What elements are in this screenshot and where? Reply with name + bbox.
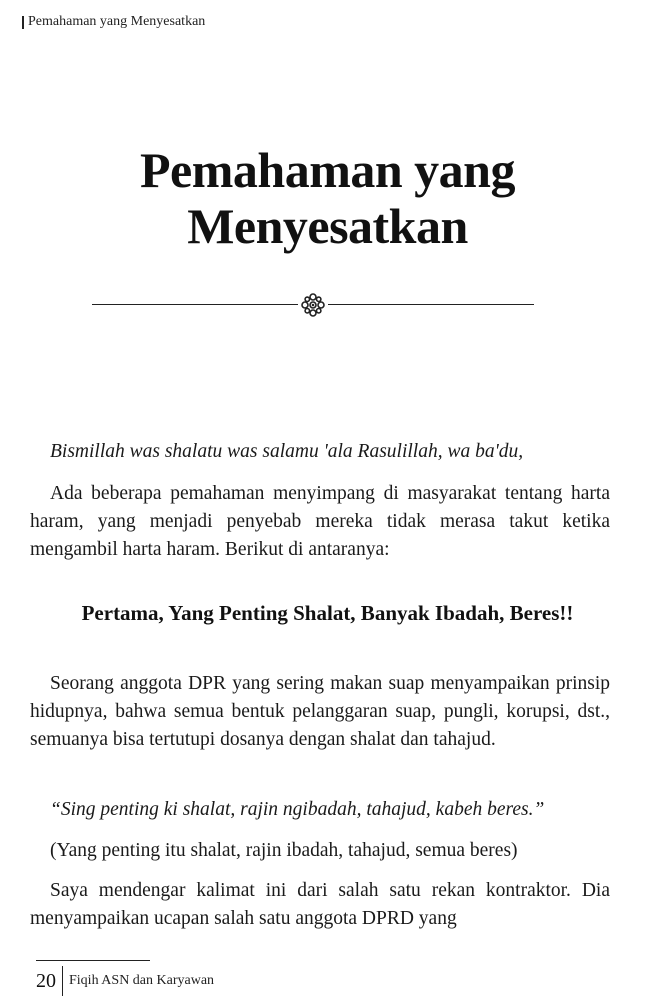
chapter-title-line2: Menyesatkan bbox=[187, 198, 468, 254]
page-number: 20 bbox=[36, 969, 56, 992]
header-bar bbox=[22, 16, 24, 29]
paragraph-one: Seorang anggota DPR yang sering makan suap menyampaikan prinsip hidupnya, bahwa semua bentuk pelanggaran suap, pungli, korupsi, dst., semuanya bisa tertutupi dosanya dengan shalat dan tahajud. bbox=[30, 673, 610, 750]
quote-block bbox=[30, 796, 610, 824]
footer-rule bbox=[36, 960, 150, 961]
chapter-title-line1: Pemahaman yang bbox=[140, 142, 515, 198]
floral-divider-icon bbox=[299, 292, 327, 318]
intro-block bbox=[30, 480, 610, 564]
page-footer bbox=[36, 966, 214, 996]
quote-line: “Sing penting ki shalat, rajin ngibadah, tahajud, kabeh beres.” bbox=[50, 799, 545, 820]
divider-line-right bbox=[328, 304, 534, 305]
translation-block bbox=[30, 837, 610, 865]
translation-line: (Yang penting itu shalat, rajin ibadah, tahajud, semua beres) bbox=[50, 840, 518, 861]
running-header-text: Pemahaman yang Menyesatkan bbox=[28, 14, 206, 29]
opening-block bbox=[30, 438, 610, 466]
chapter-title bbox=[0, 142, 655, 254]
paragraph-two: Saya mendengar kalimat ini dari salah satu rekan kontraktor. Dia menyampaikan ucapan salah satu anggota DPRD yang bbox=[30, 880, 610, 929]
section-heading: Pertama, Yang Penting Shalat, Banyak Ibadah, Beres!! bbox=[81, 601, 574, 625]
title-divider bbox=[92, 292, 534, 318]
intro-paragraph: Ada beberapa pemahaman menyimpang di masyarakat tentang harta haram, yang menjadi penyebab mereka tidak merasa takut ketika mengambil harta haram. Berikut di antaranya: bbox=[30, 483, 610, 560]
book-title: Fiqih ASN dan Karyawan bbox=[69, 973, 215, 988]
footer-separator bbox=[62, 966, 63, 996]
divider-line-left bbox=[92, 304, 298, 305]
running-header bbox=[22, 14, 205, 30]
paragraph-one-block bbox=[30, 670, 610, 754]
opening-line: Bismillah was shalatu was salamu 'ala Rasulillah, wa ba'du, bbox=[50, 441, 524, 462]
paragraph-two-block bbox=[30, 877, 610, 933]
